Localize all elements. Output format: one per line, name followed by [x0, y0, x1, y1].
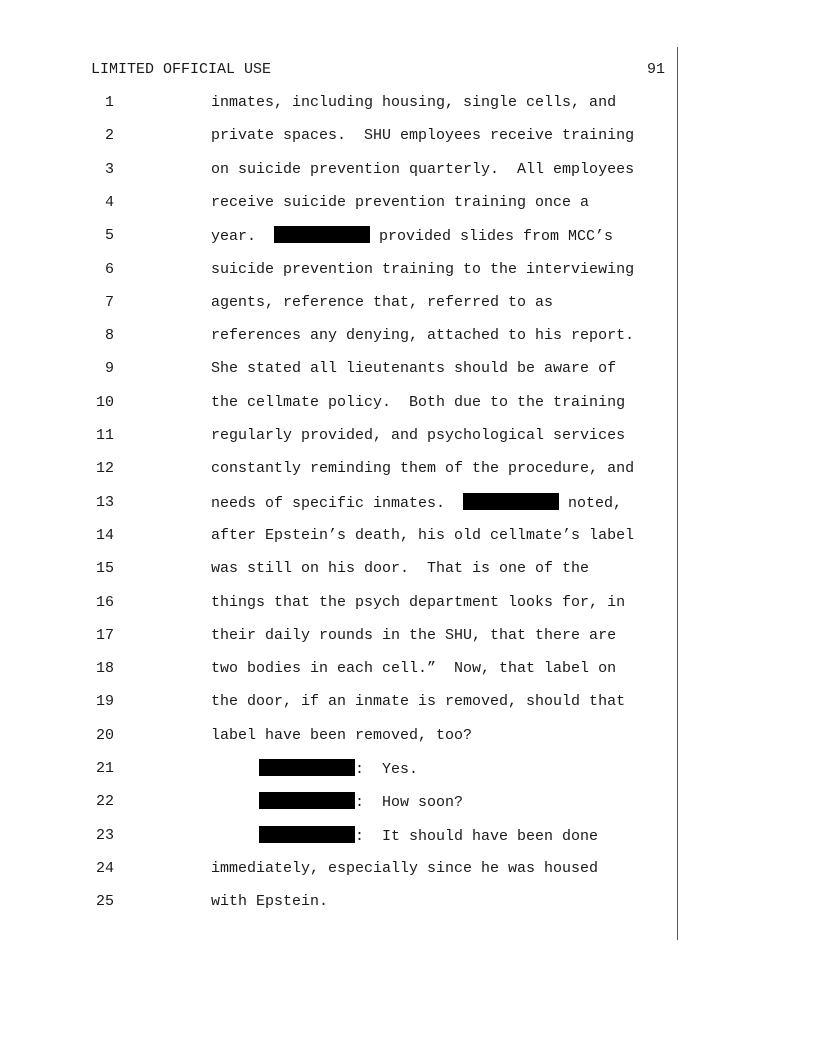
text-segment: inmates, including housing, single cells, and [211, 94, 617, 111]
text-segment: She stated all lieutenants should be aware of [211, 360, 617, 378]
line-number: 19 [95, 693, 114, 711]
line-number: 7 [104, 293, 114, 311]
text-segment: agents, reference that, referred to as [211, 293, 554, 311]
text-segment: with Epstein. [211, 893, 329, 911]
line-number: 4 [104, 193, 114, 211]
line-text [211, 659, 616, 679]
transcript-line [0, 260, 816, 280]
text-segment: receive suicide prevention training once a [211, 193, 590, 211]
transcript-line [0, 459, 816, 479]
line-number: 12 [95, 460, 114, 478]
line-text [211, 426, 625, 446]
line-text [211, 726, 472, 746]
text-segment: on suicide prevention quarterly. All employees [211, 160, 635, 178]
text-segment: needs of specific inmates. [211, 494, 464, 512]
text-segment: immediately, especially since he was housed [211, 859, 599, 877]
transcript-line [0, 859, 816, 879]
line-number: 11 [95, 427, 114, 444]
text-segment: after Epstein’s death, his old cellmate’s label [211, 526, 635, 544]
line-number: 14 [95, 526, 114, 544]
transcript-line [0, 226, 816, 246]
line-number: 1 [104, 94, 114, 111]
line-number: 5 [104, 227, 114, 245]
redaction-block [274, 226, 370, 243]
transcript-line [0, 659, 816, 679]
line-text [211, 359, 616, 379]
line-text [211, 260, 634, 280]
line-number: 22 [95, 793, 114, 811]
line-number: 2 [104, 127, 114, 145]
line-number: 3 [104, 160, 114, 178]
redaction-block [259, 792, 355, 809]
line-text [259, 826, 598, 847]
transcript-line [0, 726, 816, 746]
line-text [259, 759, 418, 780]
line-text [211, 459, 634, 479]
redaction-block [259, 759, 355, 776]
transcript-line [0, 326, 816, 346]
line-number: 15 [95, 560, 114, 578]
text-segment: two bodies in each cell.” Now, that label on [211, 660, 617, 678]
page-number: 91 [647, 61, 666, 78]
text-segment: : How soon? [355, 794, 464, 812]
transcript-line [0, 293, 816, 313]
line-text [211, 526, 634, 546]
text-segment: was still on his door. That is one of the [211, 560, 590, 578]
transcript-line [0, 593, 816, 613]
text-segment: constantly reminding them of the procedure, and [211, 460, 635, 478]
transcript-line [0, 393, 816, 413]
transcript-line [0, 126, 816, 146]
line-number: 23 [95, 826, 114, 844]
text-segment: the door, if an inmate is removed, should that [211, 693, 626, 711]
line-text [211, 892, 328, 912]
redaction-block [463, 493, 559, 510]
line-number: 20 [95, 726, 114, 744]
text-segment: the cellmate policy. Both due to the training [211, 393, 626, 411]
text-segment: label have been removed, too? [211, 726, 473, 744]
transcript-line [0, 160, 816, 180]
transcript-line [0, 626, 816, 646]
line-number: 18 [95, 660, 114, 678]
line-number: 25 [95, 893, 114, 911]
transcript-line [0, 826, 816, 846]
transcript-line [0, 93, 816, 113]
line-text [211, 326, 634, 346]
line-text [259, 792, 463, 813]
line-number: 10 [95, 393, 114, 411]
text-segment: things that the psych department looks for, in [211, 593, 626, 611]
line-text [211, 193, 589, 213]
text-segment: provided slides from MCC’s [370, 228, 614, 246]
line-number: 8 [104, 327, 114, 345]
line-number: 9 [104, 360, 114, 378]
text-segment: : It should have been done [355, 827, 599, 845]
line-text [211, 293, 553, 313]
transcript-line [0, 892, 816, 912]
text-segment: their daily rounds in the SHU, that there are [211, 626, 617, 644]
classification-header: LIMITED OFFICIAL USE [91, 61, 272, 78]
redaction-block [259, 826, 355, 843]
transcript-line [0, 359, 816, 379]
text-segment: private spaces. SHU employees receive training [211, 127, 635, 145]
line-number: 16 [95, 593, 114, 611]
line-text [211, 226, 613, 247]
text-segment: references any denying, attached to his report. [211, 327, 635, 345]
transcript-line [0, 759, 816, 779]
line-number: 17 [95, 626, 114, 644]
transcript-line [0, 493, 816, 513]
text-segment: : Yes. [355, 761, 419, 778]
line-text [211, 160, 634, 180]
line-text [211, 93, 616, 113]
line-text [211, 393, 625, 413]
transcript-line [0, 559, 816, 579]
line-text [211, 126, 634, 146]
line-text [211, 626, 616, 646]
text-segment: noted, [559, 494, 623, 512]
line-number: 6 [104, 260, 114, 278]
transcript-line [0, 426, 816, 446]
line-text [211, 692, 625, 712]
line-number: 13 [95, 493, 114, 511]
text-segment: suicide prevention training to the interviewing [211, 260, 635, 278]
transcript-line [0, 526, 816, 546]
transcript-line [0, 692, 816, 712]
line-text [211, 593, 625, 613]
line-text [211, 493, 622, 514]
transcript-line [0, 193, 816, 213]
text-segment: regularly provided, and psychological services [211, 427, 626, 444]
text-segment: year. [211, 228, 275, 246]
line-number: 21 [95, 760, 114, 777]
line-text [211, 859, 598, 879]
line-number: 24 [95, 859, 114, 877]
line-text [211, 559, 589, 579]
transcript-line [0, 792, 816, 812]
